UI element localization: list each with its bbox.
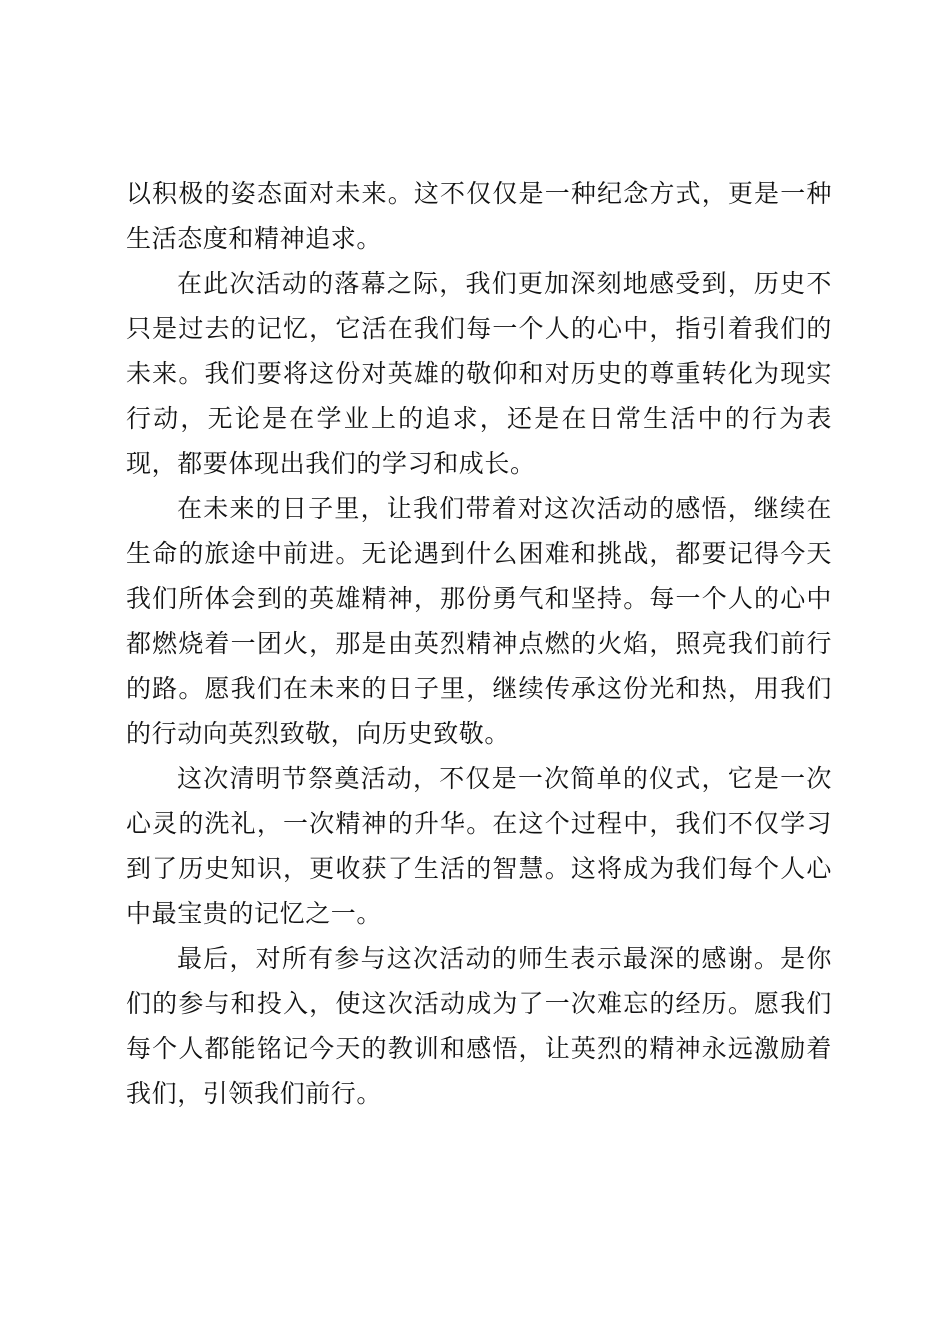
- paragraph: 这次清明节祭奠活动，不仅是一次简单的仪式，它是一次心灵的洗礼，一次精神的升华。在这个过程中，我们不仅学习到了历史知识，更收获了生活的智慧。这将成为我们每个人心中最宝贵的记忆之一。: [126, 764, 832, 928]
- paragraph: 最后，对所有参与这次活动的师生表示最深的感谢。是你们的参与和投入，使这次活动成为了一次难忘的经历。愿我们每个人都能铭记今天的教训和感悟，让英烈的精神永远激励着我们，引领我们前行。: [126, 944, 832, 1108]
- paragraph-continuation: 以积极的姿态面对未来。这不仅仅是一种纪念方式，更是一种生活态度和精神追求。: [126, 179, 832, 253]
- paragraph: 在未来的日子里，让我们带着对这次活动的感悟，继续在生命的旅途中前进。无论遇到什么困难和挑战，都要记得今天我们所体会到的英雄精神，那份勇气和坚持。每一个人的心中都燃烧着一团火，那是由英烈精神点燃的火焰，照亮我们前行的路。愿我们在未来的日子里，继续传承这份光和热，用我们的行动向英烈致敬，向历史致敬。: [126, 494, 832, 748]
- paragraph: 在此次活动的落幕之际，我们更加深刻地感受到，历史不只是过去的记忆，它活在我们每一个人的心中，指引着我们的未来。我们要将这份对英雄的敬仰和对历史的尊重转化为现实行动，无论是在学业上的追求，还是在日常生活中的行为表现，都要体现出我们的学习和成长。: [126, 269, 832, 478]
- document-body: [126, 171, 832, 1116]
